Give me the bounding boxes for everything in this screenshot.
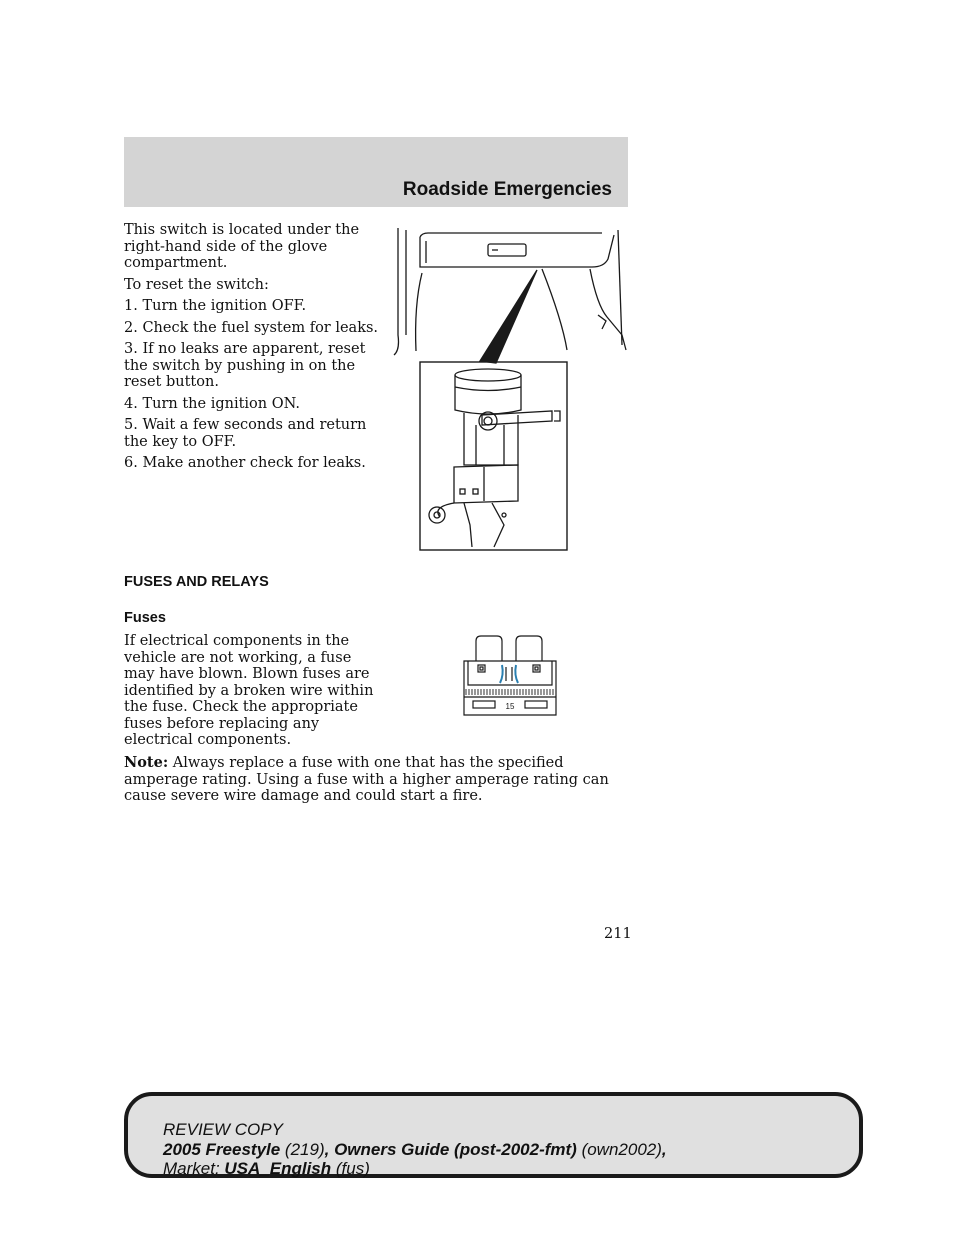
footer-model: 2005 Freestyle bbox=[163, 1139, 281, 1159]
footer-guide-code: (own2002) bbox=[576, 1139, 662, 1159]
note-paragraph bbox=[124, 755, 628, 805]
step-2: 2. Check the fuel system for leaks. bbox=[124, 319, 379, 336]
note-label: Note: bbox=[124, 754, 169, 771]
page-number: 211 bbox=[604, 926, 632, 942]
fuse-illustration bbox=[460, 633, 560, 723]
step-5: 5. Wait a few seconds and return the key to OFF. bbox=[124, 417, 367, 450]
switch-location-text: This switch is located under the right-hand side of the glove compartment. bbox=[124, 222, 360, 271]
fuse-rating-label: 15 bbox=[505, 702, 515, 711]
footer-guide-line bbox=[163, 1140, 859, 1160]
section-header-band bbox=[124, 137, 628, 207]
review-copy-footer bbox=[124, 1092, 863, 1178]
fuses-paragraph bbox=[124, 633, 376, 749]
footer-market-label: Market: bbox=[163, 1159, 225, 1178]
step-6: 6. Make another check for leaks. bbox=[124, 455, 366, 471]
reset-lead-text: To reset the switch: bbox=[124, 276, 269, 293]
note-text: Always replace a fuse with one that has the specified amperage rating. Using a fuse with a higher amperage rating can cause severe wire damage and could start a fire. bbox=[124, 755, 609, 804]
inertia-switch-illustration bbox=[392, 225, 628, 559]
fuses-subheading: Fuses bbox=[124, 610, 166, 626]
section-title: Roadside Emergencies bbox=[402, 179, 612, 200]
footer-market: USA_English bbox=[224, 1159, 332, 1178]
fuses-and-relays-heading: FUSES AND RELAYS bbox=[124, 574, 269, 590]
step-4: 4. Turn the ignition ON. bbox=[124, 395, 300, 412]
footer-market-code: (fus) bbox=[331, 1159, 370, 1178]
footer-model-code: (219) bbox=[280, 1139, 325, 1159]
step-3: 3. If no leaks are apparent, reset the switch by pushing in on the reset button. bbox=[124, 341, 366, 390]
footer-guide: Owners Guide (post-2002-fmt) bbox=[334, 1139, 577, 1159]
step-1: 1. Turn the ignition OFF. bbox=[124, 298, 307, 314]
footer-sep-1: , bbox=[324, 1139, 335, 1159]
fuse-note bbox=[124, 755, 628, 805]
reset-switch-instructions bbox=[124, 222, 380, 477]
fuses-description: If electrical components in the vehicle are not working, a fuse may have blown. Blown fuses are identified by a broken wire within the fuse. Check the appropriate fuses before replacing any electrical components. bbox=[124, 633, 374, 748]
footer-market-line bbox=[163, 1159, 859, 1179]
review-copy-label: REVIEW COPY bbox=[163, 1120, 283, 1139]
footer-sep-2: , bbox=[661, 1139, 667, 1159]
